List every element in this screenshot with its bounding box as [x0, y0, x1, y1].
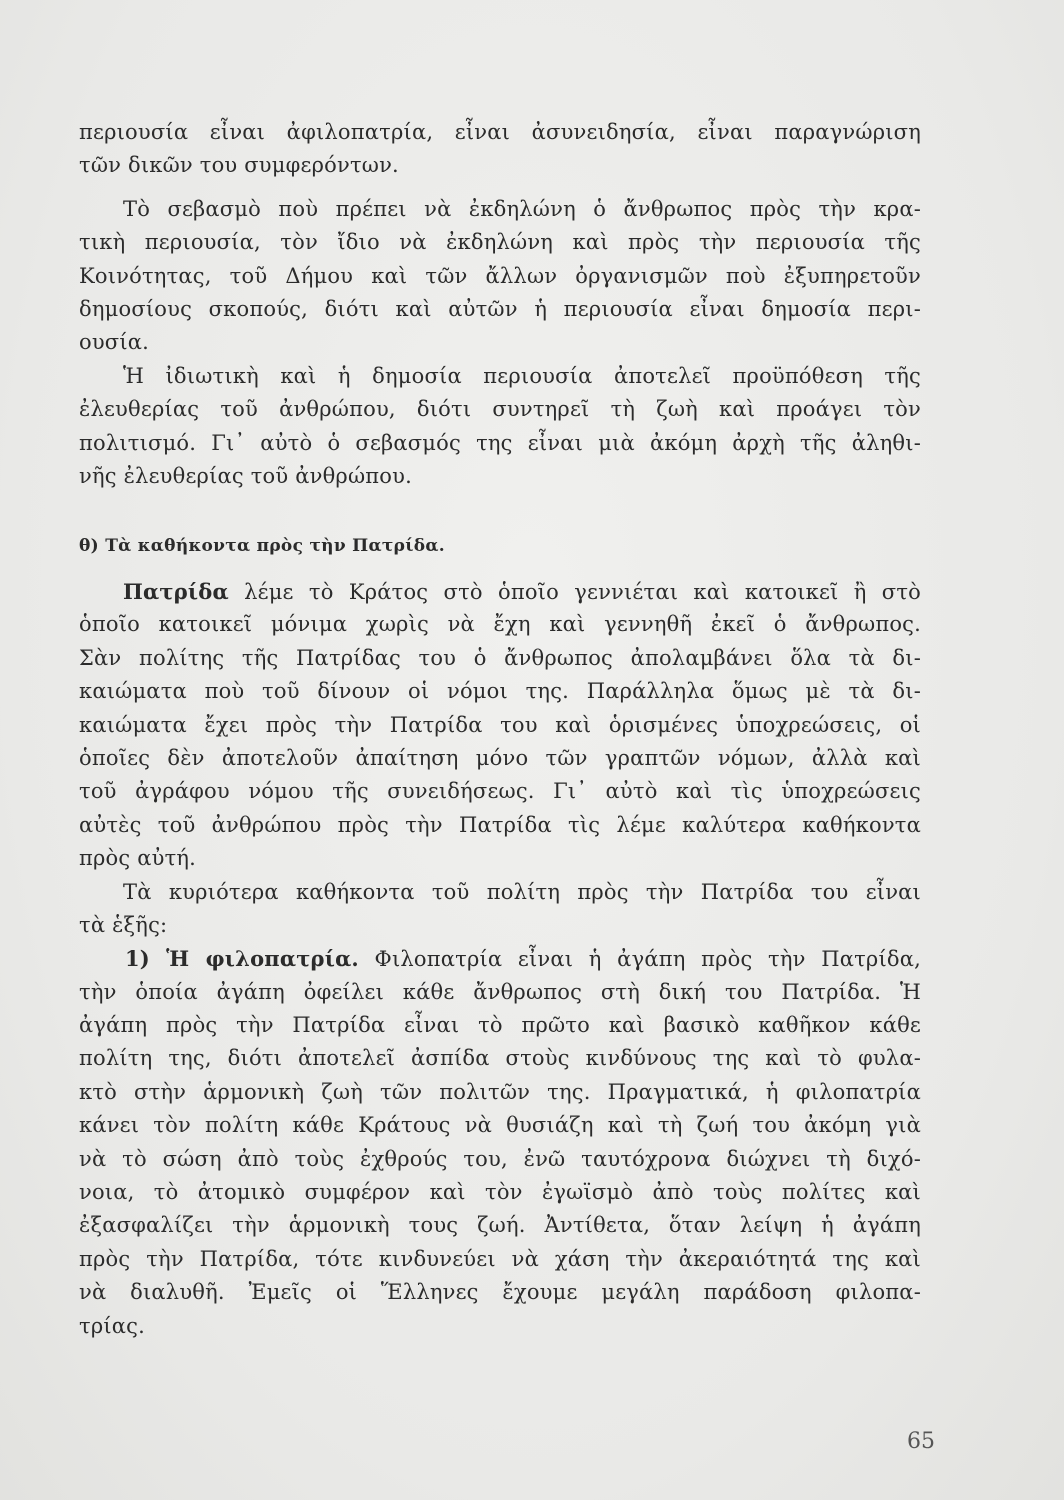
section-heading: θ) Τὰ καθήκοντα πρὸς τὴν Πατρίδα.	[79, 536, 446, 556]
text-line: κάνει τὸν πολίτη κάθε Κράτους νὰ θυσιάζη καὶ τὴ ζωή του ἀκόμη γιὰ	[79, 1113, 921, 1138]
text-line: αὐτὲς τοῦ ἀνθρώπου πρὸς τὴν Πατρίδα τὶς λέμε καλύτερα καθήκοντα	[79, 812, 921, 837]
text-line: ουσία.	[79, 330, 150, 355]
text-line: Σὰν πολίτης τῆς Πατρίδας του ὁ ἄνθρωπος ἀπολαμβάνει ὅλα τὰ δι-	[79, 645, 921, 670]
text-line: καιώματα ποὺ τοῦ δίνουν οἱ νόμοι της. Παράλληλα ὅμως μὲ τὰ δι-	[79, 679, 921, 704]
text-line: τικὴ περιουσία, τὸν ἴδιο νὰ ἐκδηλώνη καὶ πρὸς τὴν περιουσία τῆς	[79, 230, 921, 255]
text-line: πρὸς αὐτή.	[79, 846, 197, 871]
text-line: περιουσία εἶναι ἀφιλοπατρία, εἶναι ἀσυνειδησία, εἶναι παραγνώριση	[79, 120, 921, 144]
text-line: πολιτισμό. Γι᾽ αὐτὸ ὁ σεβασμός της εἶναι μιὰ ἀκόμη ἀρχὴ τῆς ἀληθι-	[79, 430, 921, 455]
bold-term: 1) Ἡ φιλοπατρία.	[125, 946, 359, 972]
text-line: τρίας.	[79, 1313, 146, 1338]
text-line: νοια, τὸ ἀτομικὸ συμφέρον καὶ τὸν ἐγωϊσμὸ ἀπὸ τοὺς πολίτες καὶ	[79, 1180, 921, 1205]
text-line: πολίτη της, διότι ἀποτελεῖ ἀσπίδα στοὺς κινδύνους της καὶ τὸ φυλα-	[79, 1046, 921, 1071]
text-line: νὰ τὸ σώση ἀπὸ τοὺς ἐχθρούς του, ἐνῶ ταυτόχρονα διώχνει τὴ διχό-	[79, 1146, 921, 1171]
text-line: Κοινότητας, τοῦ Δήμου καὶ τῶν ἄλλων ὀργανισμῶν ποὺ ἐξυπηρετοῦν	[79, 263, 921, 288]
text-line	[79, 942, 921, 975]
text-line: ἐξασφαλίζει τὴν ἁρμονικὴ τους ζωή. Ἀντίθετα, ὅταν λείψη ἡ ἀγάπη	[79, 1213, 921, 1238]
text-line: Ἡ ἰδιωτικὴ καὶ ἡ δημοσία περιουσία ἀποτελεῖ προϋπόθεση τῆς	[123, 363, 921, 388]
text-line: καιώματα ἔχει πρὸς τὴν Πατρίδα του καὶ ὁρισμένες ὑποχρεώσεις, οἱ	[79, 712, 921, 737]
text-line: Τὸ σεβασμὸ ποὺ πρέπει νὰ ἐκδηλώνη ὁ ἄνθρωπος πρὸς τὴν κρα-	[123, 196, 921, 221]
text-line	[79, 575, 921, 608]
text-fragment: λέμε τὸ Κράτος στὸ ὁποῖο γεννιέται καὶ κατοικεῖ ἢ στὸ	[228, 580, 921, 604]
bold-term: Πατρίδα	[123, 579, 229, 604]
text-line: πρὸς τὴν Πατρίδα, τότε κινδυνεύει νὰ χάση τὴν ἀκεραιότητά της καὶ	[79, 1246, 921, 1271]
text-line: τὴν ὁποία ἀγάπη ὀφείλει κάθε ἄνθρωπος στὴ δική του Πατρίδα. Ἡ	[79, 979, 921, 1004]
text-line: κτὸ στὴν ἁρμονικὴ ζωὴ τῶν πολιτῶν της. Πραγματικά, ἡ φιλοπατρία	[79, 1079, 921, 1104]
text-line: τοῦ ἀγράφου νόμου τῆς συνειδήσεως. Γι᾽ αὐτὸ καὶ τὶς ὑποχρεώσεις	[79, 779, 921, 804]
text-line: ὁποῖο κατοικεῖ μόνιμα χωρὶς νὰ ἔχη καὶ γεννηθῆ ἐκεῖ ὁ ἄνθρωπος.	[79, 612, 921, 637]
page-number: 65	[907, 1429, 935, 1454]
text-line: δημοσίους σκοπούς, διότι καὶ αὐτῶν ἡ περιουσία εἶναι δημοσία περι-	[79, 296, 921, 321]
text-line: τὰ ἑξῆς:	[79, 912, 168, 937]
text-line: Τὰ κυριότερα καθήκοντα τοῦ πολίτη πρὸς τὴν Πατρίδα του εἶναι	[123, 879, 921, 904]
text-line: τῶν δικῶν του συμφερόντων.	[79, 153, 399, 178]
text-line: ἐλευθερίας τοῦ ἀνθρώπου, διότι συντηρεῖ τὴ ζωὴ καὶ προάγει τὸν	[79, 397, 921, 422]
text-fragment: Φιλοπατρία εἶναι ἡ ἀγάπη πρὸς τὴν Πατρίδα,	[358, 947, 921, 972]
text-block-top	[79, 116, 921, 493]
text-line: ὁποῖες δὲν ἀποτελοῦν ἀπαίτηση μόνο τῶν γραπτῶν νόμων, ἀλλὰ καὶ	[79, 745, 921, 770]
text-block-bottom	[79, 575, 921, 1343]
text-line: νὰ διαλυθῆ. Ἐμεῖς οἱ Ἕλληνες ἔχουμε μεγάλη παράδοση φιλοπα-	[79, 1280, 921, 1305]
text-line: ἀγάπη πρὸς τὴν Πατρίδα εἶναι τὸ πρῶτο καὶ βασικὸ καθῆκον κάθε	[79, 1013, 921, 1038]
text-line: νῆς ἐλευθερίας τοῦ ἀνθρώπου.	[79, 463, 412, 488]
